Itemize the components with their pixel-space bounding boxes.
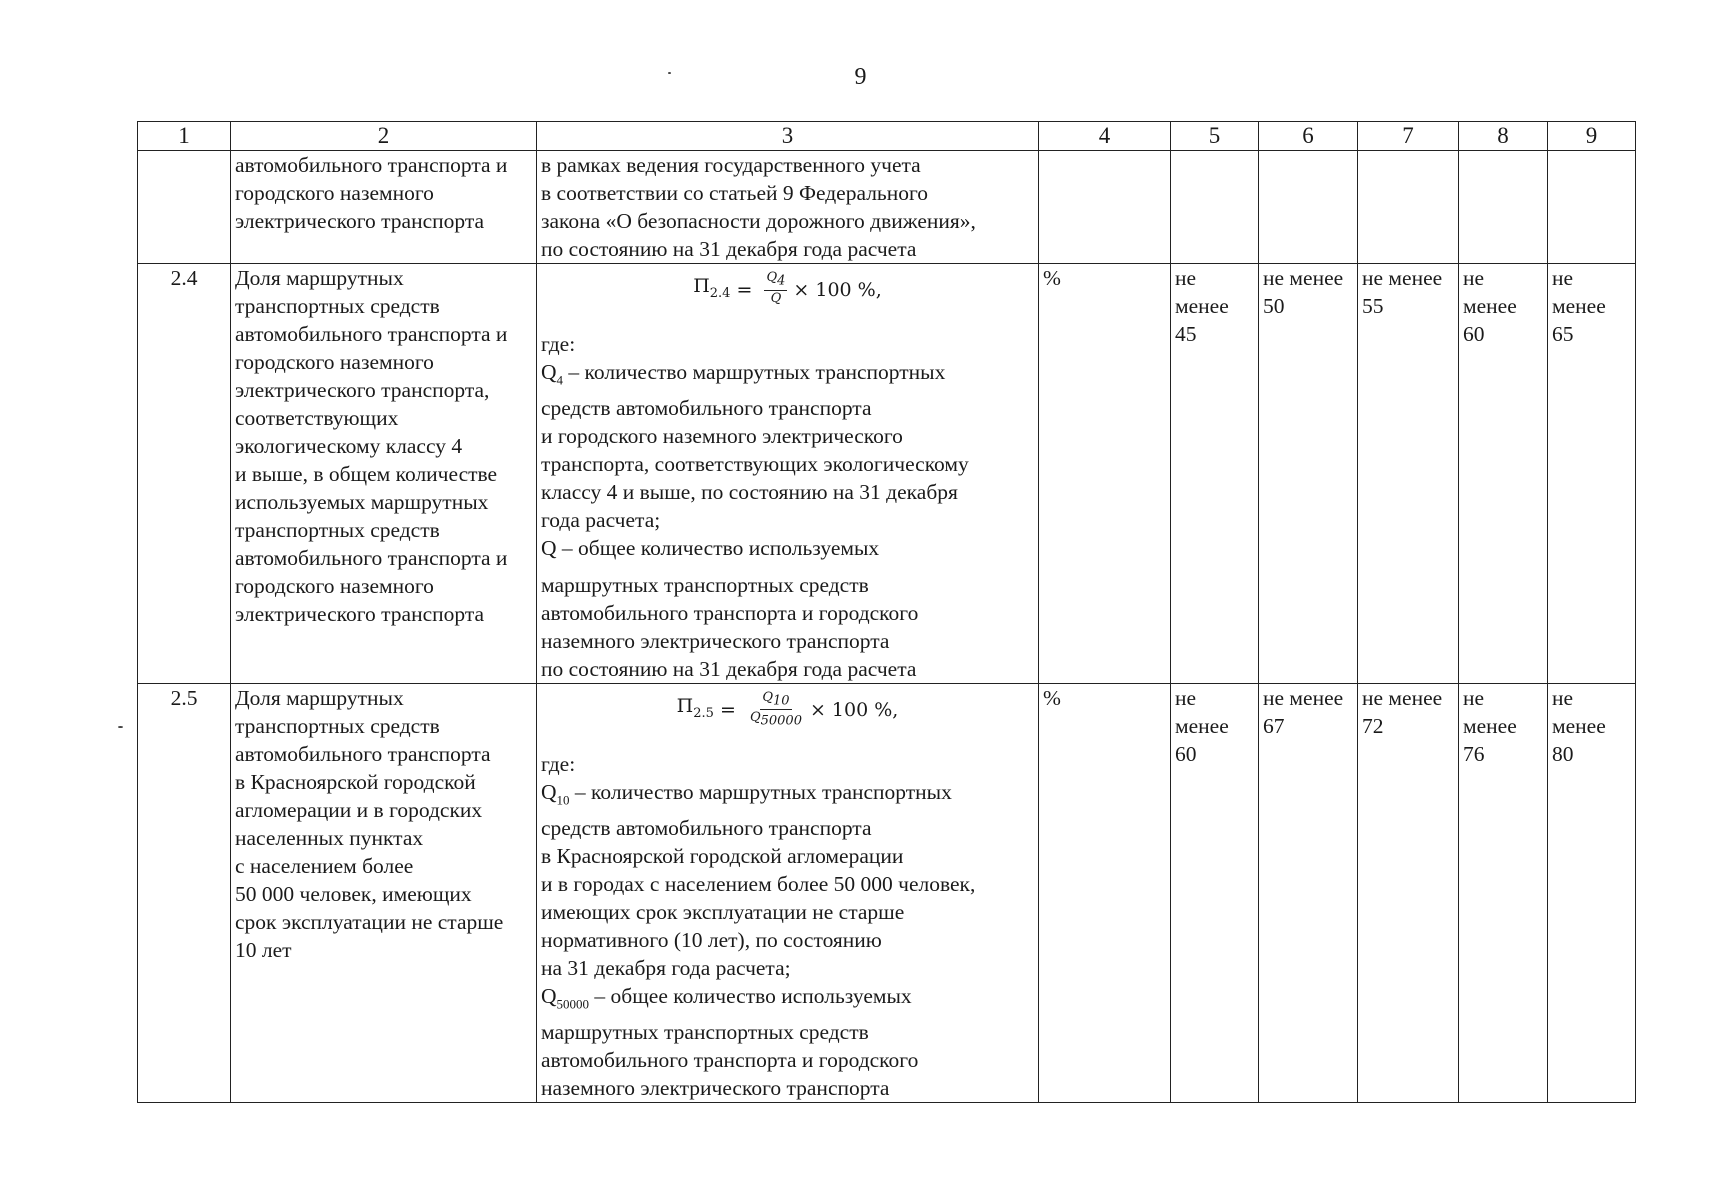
scan-speck bbox=[118, 726, 123, 728]
text-line: в Красноярской городской агломерации bbox=[541, 843, 904, 868]
row-number: 2.5 bbox=[138, 683, 231, 1103]
text-line: автомобильного транспорта и городского bbox=[541, 600, 919, 625]
text-line: в рамках ведения государственного учета bbox=[541, 153, 921, 177]
formula-fraction: $\frac{Q_{10}}{Q_{50000}}$ bbox=[749, 689, 802, 729]
header-cell: 4 bbox=[1039, 122, 1171, 151]
indicator-table bbox=[137, 121, 1636, 1103]
where-label: где: bbox=[541, 332, 576, 356]
formula-fraction: $\frac{Q_4}{Q}$ bbox=[766, 269, 786, 306]
unit-cell: % bbox=[1039, 264, 1171, 684]
value-cell: не менее 45 bbox=[1171, 264, 1259, 684]
text-line: населенных пунктах bbox=[235, 825, 424, 850]
text-line: $Q_4$ – количество маршрутных транспортных bbox=[541, 360, 946, 388]
header-cell: 2 bbox=[231, 122, 537, 151]
header-cell: 7 bbox=[1358, 122, 1459, 151]
value-cell bbox=[1358, 151, 1459, 264]
method-cell bbox=[537, 264, 1039, 684]
text-line: электрического транспорта, bbox=[235, 378, 490, 402]
method-cell bbox=[537, 151, 1039, 264]
value-cell: не менее 80 bbox=[1548, 683, 1636, 1103]
text-line: экологическому классу 4 bbox=[235, 434, 463, 458]
page-number: 9 bbox=[854, 64, 867, 90]
indicator-name-cell bbox=[231, 264, 537, 684]
continuation-row bbox=[138, 151, 1636, 264]
header-cell: 5 bbox=[1171, 122, 1259, 151]
text-line: и выше, в общем количестве bbox=[235, 462, 498, 486]
text-line: автомобильного транспорта bbox=[235, 741, 491, 766]
text-line: $Q_{10}$ – количество маршрутных транспортных bbox=[541, 779, 952, 807]
value-cell: не менее 76 bbox=[1459, 683, 1548, 1103]
text-line: средств автомобильного транспорта bbox=[541, 396, 872, 421]
indicator-name-cell bbox=[231, 683, 537, 1103]
indicator-row-2-4 bbox=[138, 264, 1636, 684]
text-line: электрического транспорта bbox=[235, 602, 485, 626]
equals-sign: = bbox=[730, 279, 759, 301]
indicator-row-2-5 bbox=[138, 683, 1636, 1103]
header-cell: 3 bbox=[537, 122, 1039, 151]
text-line: маршрутных транспортных средств bbox=[541, 572, 869, 597]
formula bbox=[541, 268, 1034, 312]
text-line: года расчета; bbox=[541, 508, 661, 533]
text-line: Доля маршрутных bbox=[235, 685, 404, 710]
header-cell: 8 bbox=[1459, 122, 1548, 151]
value-cell: не менее 65 bbox=[1548, 264, 1636, 684]
formula-rhs: × 100 %, bbox=[793, 279, 882, 301]
formula-lhs: $П_{2.4}$ bbox=[693, 275, 731, 301]
text-line: электрического транспорта bbox=[235, 209, 485, 233]
method-cell bbox=[537, 683, 1039, 1103]
text-line: в соответствии со статьей 9 Федерального bbox=[541, 181, 929, 205]
text-line: в Красноярской городской bbox=[235, 769, 476, 794]
unit-cell: % bbox=[1039, 683, 1171, 1103]
formula-rhs: × 100 %, bbox=[809, 698, 899, 721]
value-cell: не менее 50 bbox=[1259, 264, 1358, 684]
text-line: используемых маршрутных bbox=[235, 490, 489, 514]
value-cell bbox=[1171, 151, 1259, 264]
text-line: срок эксплуатации не старше bbox=[235, 909, 504, 934]
text-line: средств автомобильного транспорта bbox=[541, 815, 872, 840]
unit-cell bbox=[1039, 151, 1171, 264]
value-cell: не менее 67 bbox=[1259, 683, 1358, 1103]
text-line: транспорта, соответствующих экологическому bbox=[541, 452, 969, 477]
text-line: агломерации и в городских bbox=[235, 797, 483, 822]
text-line: нормативного (10 лет), по состоянию bbox=[541, 927, 882, 952]
formula bbox=[541, 688, 1034, 732]
value-cell: не менее 60 bbox=[1171, 683, 1259, 1103]
text-line: Доля маршрутных bbox=[235, 266, 404, 290]
text-line: и городского наземного электрического bbox=[541, 424, 903, 449]
text-line: городского наземного bbox=[235, 350, 434, 374]
value-cell bbox=[1459, 151, 1548, 264]
formula-lhs: $П_{2.5}$ bbox=[676, 694, 714, 721]
text-line: классу 4 и выше, по состоянию на 31 декабря bbox=[541, 480, 958, 505]
text-line: по состоянию на 31 декабря года расчета bbox=[541, 237, 917, 261]
text-line: и в городах с населением более 50 000 человек, bbox=[541, 871, 976, 896]
text-line: автомобильного транспорта и городского bbox=[541, 1048, 919, 1073]
text-line: имеющих срок эксплуатации не старше bbox=[541, 899, 905, 924]
value-cell bbox=[1259, 151, 1358, 264]
value-cell: не менее 72 bbox=[1358, 683, 1459, 1103]
row-number-cell bbox=[138, 151, 231, 264]
value-cell bbox=[1548, 151, 1636, 264]
text-line: автомобильного транспорта и bbox=[235, 322, 508, 346]
text-line: транспортных средств bbox=[235, 713, 440, 738]
header-row bbox=[138, 122, 1636, 151]
text-line: $Q_{50000}$ – общее количество используемых bbox=[541, 983, 912, 1012]
scan-speck bbox=[668, 72, 671, 74]
text-line: транспортных средств bbox=[235, 518, 440, 542]
text-line: закона «О безопасности дорожного движения», bbox=[541, 209, 976, 233]
text-line: городского наземного bbox=[235, 574, 434, 598]
text-line: 10 лет bbox=[235, 937, 292, 962]
text-line: на 31 декабря года расчета; bbox=[541, 955, 791, 980]
text-line: автомобильного транспорта и bbox=[235, 153, 508, 177]
text-line: наземного электрического транспорта bbox=[541, 1076, 890, 1101]
text-line: 50 000 человек, имеющих bbox=[235, 881, 472, 906]
header-cell: 1 bbox=[138, 122, 231, 151]
text-line: автомобильного транспорта и bbox=[235, 546, 508, 570]
header-cell: 6 bbox=[1259, 122, 1358, 151]
text-line: с населением более bbox=[235, 853, 414, 878]
text-line: по состоянию на 31 декабря года расчета bbox=[541, 656, 917, 681]
row-number: 2.4 bbox=[138, 264, 231, 684]
indicator-name-cell bbox=[231, 151, 537, 264]
text-line: маршрутных транспортных средств bbox=[541, 1020, 869, 1045]
equals-sign: = bbox=[713, 698, 742, 721]
text-line: наземного электрического транспорта bbox=[541, 628, 890, 653]
value-cell: не менее 55 bbox=[1358, 264, 1459, 684]
text-line: городского наземного bbox=[235, 181, 434, 205]
text-line: транспортных средств bbox=[235, 294, 440, 318]
header-cell: 9 bbox=[1548, 122, 1636, 151]
where-label: где: bbox=[541, 751, 576, 776]
text-line: Q – общее количество используемых bbox=[541, 536, 880, 561]
text-line: соответствующих bbox=[235, 406, 399, 430]
value-cell: не менее 60 bbox=[1459, 264, 1548, 684]
